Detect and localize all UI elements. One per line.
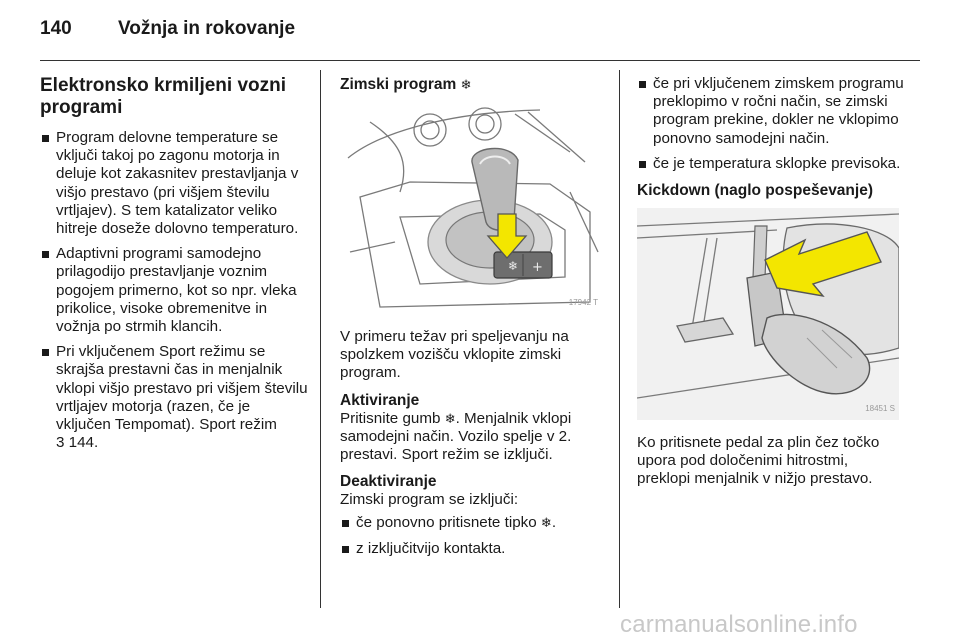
section-heading-winter: Zimski program ❄ <box>340 76 472 93</box>
bullet-icon <box>342 546 349 553</box>
chapter-title: Vožnja in rokovanje <box>118 18 296 39</box>
kickdown-figure <box>637 208 899 420</box>
bullet-icon <box>639 81 646 88</box>
kickdown-illustration <box>637 208 899 420</box>
winter-intro-text: V primeru težav pri speljevanju na spolzkem vozišču vklopite zimski program. <box>340 328 569 382</box>
svg-text:+: + <box>532 260 543 275</box>
column-3 <box>637 75 905 497</box>
list-item: če pri vključenem zimskem programu preklopimo v ročni način, se zimski program prekine, dokler ne vklopimo ponovno samodejni način. <box>637 75 905 148</box>
header-rule <box>40 60 920 61</box>
list-item: če je temperatura sklopke previsoka. <box>637 155 905 173</box>
figure-code: 18451 S <box>865 403 895 413</box>
page-number: 140 <box>40 18 72 39</box>
bullet-icon <box>42 349 49 356</box>
column-divider-1 <box>320 70 321 608</box>
kickdown-heading: Kickdown (naglo pospeševanje) <box>637 182 873 200</box>
snowflake-icon: ❄ <box>460 78 472 93</box>
list-item: Program delovne temperature se vključi takoj po zagonu motorja in deluje kot zakasnitev prestavljanja v višjo prestavo (pri višjem številu vrtljajev). S tem katalizator veliko hitreje doseže dolovno temperaturo. <box>40 129 308 238</box>
programs-list <box>40 129 308 452</box>
section-heading-programs: Elektronsko krmiljeni vozni programi <box>40 75 287 118</box>
list-item: Pri vključenem Sport režimu se skrajša prestavni čas in menjalnik vklopi višjo prestavo pri višjem številu vrtljajev motorja (razen, če je vključen Tempomat). Sport režim 3 144. <box>40 343 308 452</box>
gear-selector-illustration <box>340 102 602 314</box>
bullet-icon <box>639 161 646 168</box>
svg-text:❄: ❄ <box>508 259 519 273</box>
column-2 <box>340 75 602 565</box>
activation-text: Pritisnite gumb ❄. Menjalnik vklopi samodejni način. Vozilo spelje v 2. prestavi. Sport režim se izključi. <box>340 409 572 464</box>
list-item: z izklјučitvijo kontakta. <box>340 540 602 558</box>
winter-cancel-list <box>637 75 905 173</box>
deactivation-heading: Deaktiviranje <box>340 473 437 491</box>
list-item: Adaptivni programi samodejno prilagodijo prestavljanje voznim pogojem primerno, kot so npr. vleka prikolice, visoke obremenitve in vožnja po strmih klancih. <box>40 245 308 336</box>
column-1 <box>40 75 308 459</box>
gear-selector-figure <box>340 102 602 314</box>
column-divider-2 <box>619 70 620 608</box>
snowflake-icon: ❄ <box>444 411 456 427</box>
snowflake-icon: ❄ <box>540 516 552 532</box>
watermark-text: carmanualsonline.info <box>620 611 858 638</box>
deactivation-list <box>340 514 602 557</box>
bullet-icon <box>342 520 349 527</box>
list-item: če ponovno pritisnete tipko ❄. <box>340 514 602 532</box>
figure-code: 17942 T <box>568 297 598 307</box>
activation-heading: Aktiviranje <box>340 391 420 409</box>
deactivation-text: Zimski program se izklјuči: <box>340 491 519 509</box>
page-reference-link[interactable]: 3 144. <box>56 434 99 452</box>
kickdown-text: Ko pritisnete pedal za plin čez točko upora pod določenimi hitrostmi, preklopi menjalnik v nižjo prestavo. <box>637 434 880 488</box>
bullet-icon <box>42 251 49 258</box>
bullet-icon <box>42 135 49 142</box>
